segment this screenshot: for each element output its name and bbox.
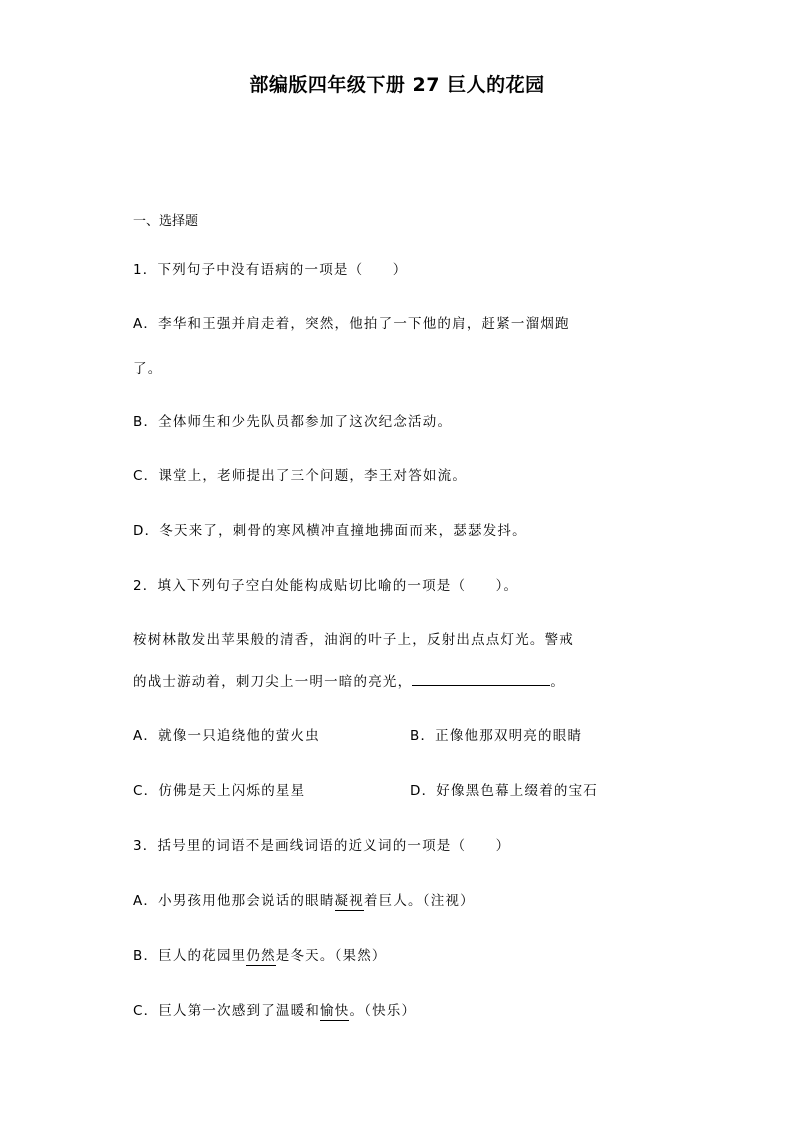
- fill-blank: [412, 673, 550, 686]
- question-3-option-b: [133, 944, 387, 964]
- question-2-passage-line1: 桉树林散发出苹果般的清香，油润的叶子上，反射出点点灯光。警戒: [133, 632, 574, 648]
- question-2-stem: 2．填入下列句子空白处能构成贴切比喻的一项是（ ）。: [133, 578, 519, 594]
- question-2-options-row1: [133, 724, 320, 744]
- underlined-word: 愉快: [320, 1003, 350, 1019]
- option-a-suffix: 着巨人。（注视）: [363, 893, 475, 909]
- question-2-passage-line2: [133, 670, 565, 690]
- document-title: 部编版四年级下册 27 巨人的花园: [249, 74, 545, 96]
- question-1-option-b: B．全体师生和少先队员都参加了这次纪念活动。: [133, 414, 453, 430]
- question-3-option-c: [133, 999, 416, 1019]
- question-1-option-d: D．冬天来了，刺骨的寒风横冲直撞地拂面而来，瑟瑟发抖。: [133, 523, 527, 539]
- option-b-suffix: 是冬天。（果然）: [275, 948, 387, 964]
- question-1-stem: 1．下列句子中没有语病的一项是（ ）: [133, 262, 408, 278]
- option-b-text: B．巨人的花园里: [133, 948, 247, 964]
- option-c-text: C．巨人第一次感到了温暖和: [133, 1003, 321, 1019]
- section-heading: 一、选择题: [133, 214, 199, 229]
- question-2-option-d: D．好像黑色幕上缀着的宝石: [410, 783, 598, 799]
- question-2-option-b: B．正像他那双明亮的眼睛: [410, 728, 583, 744]
- question-3-option-a: [133, 889, 475, 909]
- underlined-word: 凝视: [334, 893, 364, 909]
- passage-text: 的战士游动着，刺刀尖上一明一暗的亮光，: [133, 674, 413, 690]
- question-1-option-c: C．课堂上，老师提出了三个问题，李王对答如流。: [133, 468, 468, 484]
- question-3-stem: 3．括号里的词语不是画线词语的近义词的一项是（ ）: [133, 838, 511, 854]
- underlined-word: 仍然: [246, 948, 276, 964]
- passage-end: 。: [550, 674, 566, 690]
- option-a-text: A．小男孩用他那会说话的眼睛: [133, 893, 335, 909]
- question-2-option-c: C．仿佛是天上闪烁的星星: [133, 783, 306, 799]
- question-1-option-a-line1: A．李华和王强并肩走着，突然，他拍了一下他的肩，赶紧一溜烟跑: [133, 316, 570, 332]
- question-2-option-a: A．就像一只追绕他的萤火虫: [133, 728, 320, 744]
- option-c-suffix: 。（快乐）: [349, 1003, 417, 1019]
- question-1-option-a-line2: 了。: [133, 361, 163, 377]
